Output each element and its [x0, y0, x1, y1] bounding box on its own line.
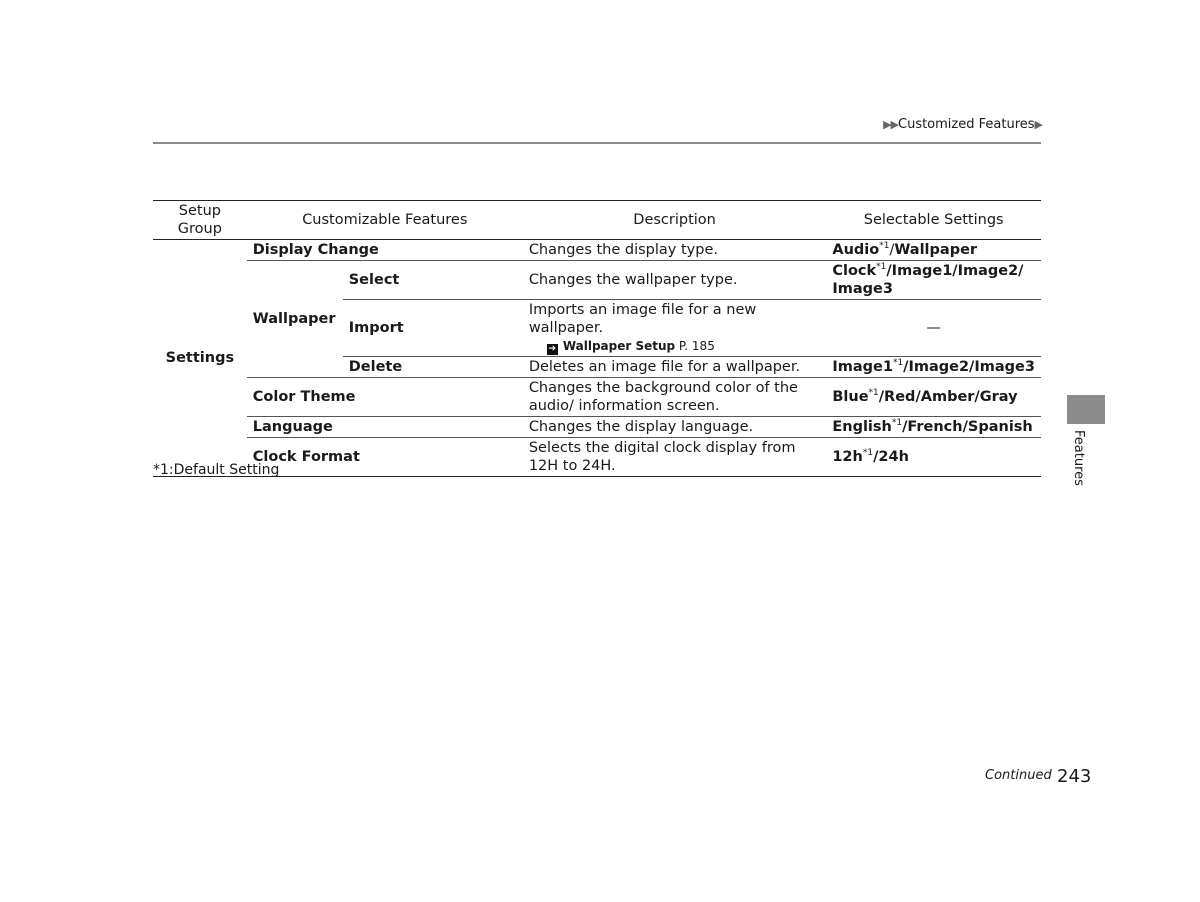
- footnote-marker: *1: [868, 388, 879, 398]
- feature-display-change: Display Change: [247, 240, 523, 261]
- description-cell: Changes the display type.: [523, 240, 827, 261]
- settings-cell: [826, 378, 1041, 417]
- table-row: [153, 261, 1041, 300]
- reference-page: P. 185: [675, 339, 715, 353]
- setting-options-rest: /Image1/Image2/ Image3: [832, 263, 1024, 297]
- footnote-marker: *1: [862, 448, 874, 458]
- reference-title: Wallpaper Setup: [562, 339, 676, 353]
- settings-cell: [826, 240, 1041, 261]
- header-rule: [153, 142, 1041, 144]
- setting-option: Audio: [832, 242, 880, 258]
- settings-cell: —: [826, 300, 1041, 357]
- breadcrumb: [883, 117, 1042, 132]
- table-row: [153, 438, 1041, 477]
- sub-feature-delete: Delete: [343, 357, 523, 378]
- page-number: 243: [1057, 766, 1092, 787]
- header-description: Description: [523, 201, 827, 240]
- footnote-marker: *1: [892, 358, 904, 368]
- cross-reference[interactable]: [529, 337, 821, 355]
- sub-feature-select: Select: [343, 261, 523, 300]
- setting-option: English: [832, 419, 892, 435]
- settings-cell: [826, 357, 1041, 378]
- setting-option: Wallpaper: [894, 242, 978, 258]
- feature-language: Language: [247, 417, 523, 438]
- header-customizable-features: Customizable Features: [247, 201, 523, 240]
- description-cell: Changes the display language.: [523, 417, 827, 438]
- feature-color-theme: Color Theme: [247, 378, 523, 417]
- table-row: [153, 240, 1041, 261]
- feature-clock-format: Clock Format: [247, 438, 523, 477]
- footnote-marker: *1: [876, 262, 887, 272]
- description-cell: Changes the background color of the audio/ information screen.: [523, 378, 827, 417]
- setting-option: Clock: [832, 263, 877, 279]
- breadcrumb-text: Customized Features: [898, 117, 1035, 132]
- header-setup-group: Setup Group: [153, 201, 247, 240]
- header-selectable-settings: Selectable Settings: [826, 201, 1041, 240]
- double-triangle-icon: ▶▶: [883, 118, 898, 131]
- setting-options-rest: /24h: [873, 449, 909, 465]
- settings-cell: [826, 417, 1041, 438]
- setting-option: 12h: [832, 449, 863, 465]
- setting-separator: /: [889, 242, 895, 258]
- setting-options-rest: /Image2/Image3: [903, 359, 1035, 375]
- footnote-marker: *1: [879, 241, 890, 251]
- arrow-ref-icon: ➔: [548, 344, 557, 354]
- setting-options-rest: /French/Spanish: [902, 419, 1033, 435]
- description-cell: Selects the digital clock display from 12H to 24H.: [523, 438, 827, 477]
- triangle-icon: ▶: [1034, 118, 1042, 131]
- table-row: [153, 378, 1041, 417]
- feature-wallpaper: Wallpaper: [247, 261, 343, 378]
- section-tab-label: Features: [1071, 430, 1086, 486]
- description-text: Imports an image file for a new wallpaper.: [528, 302, 757, 336]
- setting-option: Blue: [832, 389, 869, 405]
- table-row: [153, 417, 1041, 438]
- continued-label: Continued: [985, 768, 1052, 783]
- description-cell: Deletes an image file for a wallpaper.: [523, 357, 827, 378]
- setting-option: Image1: [832, 359, 893, 375]
- setting-options-rest: /Red/Amber/Gray: [878, 389, 1018, 405]
- section-tab: [1067, 395, 1105, 424]
- sub-feature-import: Import: [343, 300, 523, 357]
- table-header-row: [153, 201, 1041, 240]
- description-cell: Changes the wallpaper type.: [523, 261, 827, 300]
- footnote-marker: *1: [891, 418, 903, 428]
- settings-cell: [826, 438, 1041, 477]
- description-cell: [523, 300, 827, 357]
- settings-cell: [826, 261, 1041, 300]
- settings-table: [153, 200, 1041, 477]
- setup-group-cell: Settings: [153, 240, 247, 477]
- default-setting-footnote: *1:Default Setting: [153, 462, 280, 478]
